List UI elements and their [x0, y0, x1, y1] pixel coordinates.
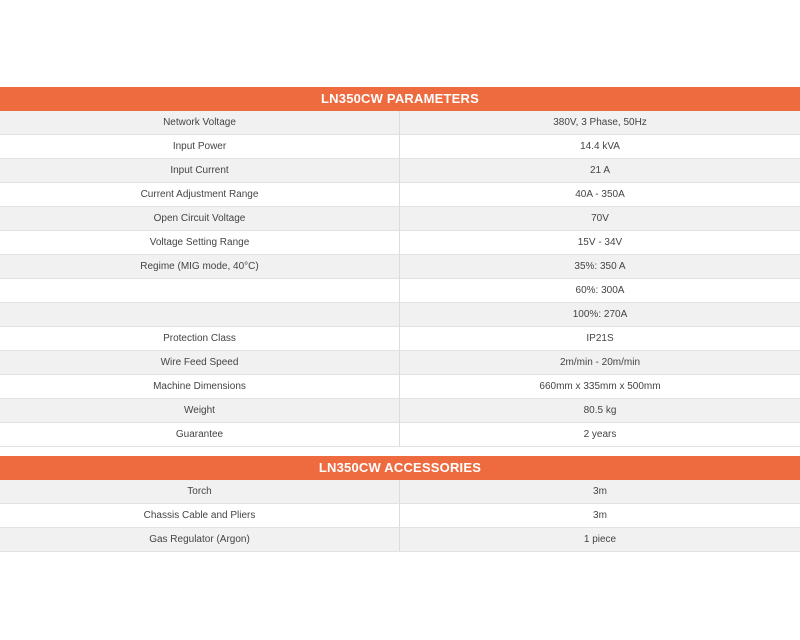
- table-row: [0, 303, 800, 327]
- param-value: 70V: [591, 213, 609, 224]
- param-label: Network Voltage: [0, 111, 400, 134]
- param-value: 40A - 350A: [575, 189, 625, 200]
- table-row: [0, 375, 800, 399]
- table-row: [0, 255, 800, 279]
- param-value: 660mm x 335mm x 500mm: [539, 381, 661, 392]
- param-value: 80.5 kg: [583, 405, 617, 416]
- accessories-header: LN350CW ACCESSORIES: [0, 456, 800, 480]
- param-value: 35%: 350 A: [574, 261, 626, 272]
- table-row: [0, 399, 800, 423]
- table-row: [0, 327, 800, 351]
- param-label: Voltage Setting Range: [0, 231, 400, 254]
- accessory-label: Torch: [0, 480, 400, 503]
- accessory-value: 1 piece: [583, 534, 617, 545]
- param-label: Input Power: [0, 135, 400, 158]
- param-label: [0, 303, 400, 326]
- param-label: Regime (MIG mode, 40°C): [0, 255, 400, 278]
- param-value: 2m/min - 20m/min: [559, 357, 640, 368]
- param-label: Protection Class: [0, 327, 400, 350]
- parameters-header: LN350CW PARAMETERS: [0, 87, 800, 111]
- table-row: [0, 279, 800, 303]
- param-value: 21 A: [589, 165, 611, 176]
- table-row: [0, 504, 800, 528]
- param-value: IP21S: [586, 333, 614, 344]
- table-row: [0, 423, 800, 447]
- accessory-label: Gas Regulator (Argon): [0, 528, 400, 551]
- accessory-value: 3m: [593, 486, 607, 497]
- param-label: Wire Feed Speed: [0, 351, 400, 374]
- param-value: 60%: 300A: [575, 285, 625, 296]
- param-label: Input Current: [0, 159, 400, 182]
- table-row: [0, 480, 800, 504]
- accessory-label: Chassis Cable and Pliers: [0, 504, 400, 527]
- param-label: Weight: [0, 399, 400, 422]
- param-value: 100%: 270A: [572, 309, 628, 320]
- table-row: [0, 111, 800, 135]
- param-value: 14.4 kVA: [580, 141, 620, 152]
- param-label: [0, 279, 400, 302]
- param-label: Open Circuit Voltage: [0, 207, 400, 230]
- param-label: Guarantee: [0, 423, 400, 446]
- table-row: [0, 231, 800, 255]
- table-row: [0, 351, 800, 375]
- param-value: 380V, 3 Phase, 50Hz: [553, 117, 647, 128]
- accessories-table: [0, 480, 800, 552]
- param-value: 15V - 34V: [577, 237, 623, 248]
- param-label: Machine Dimensions: [0, 375, 400, 398]
- table-row: [0, 135, 800, 159]
- table-row: [0, 528, 800, 552]
- table-row: [0, 159, 800, 183]
- param-value: 2 years: [583, 429, 617, 440]
- table-row: [0, 183, 800, 207]
- parameters-table: [0, 111, 800, 447]
- param-label: Current Adjustment Range: [0, 183, 400, 206]
- accessory-value: 3m: [593, 510, 607, 521]
- table-row: [0, 207, 800, 231]
